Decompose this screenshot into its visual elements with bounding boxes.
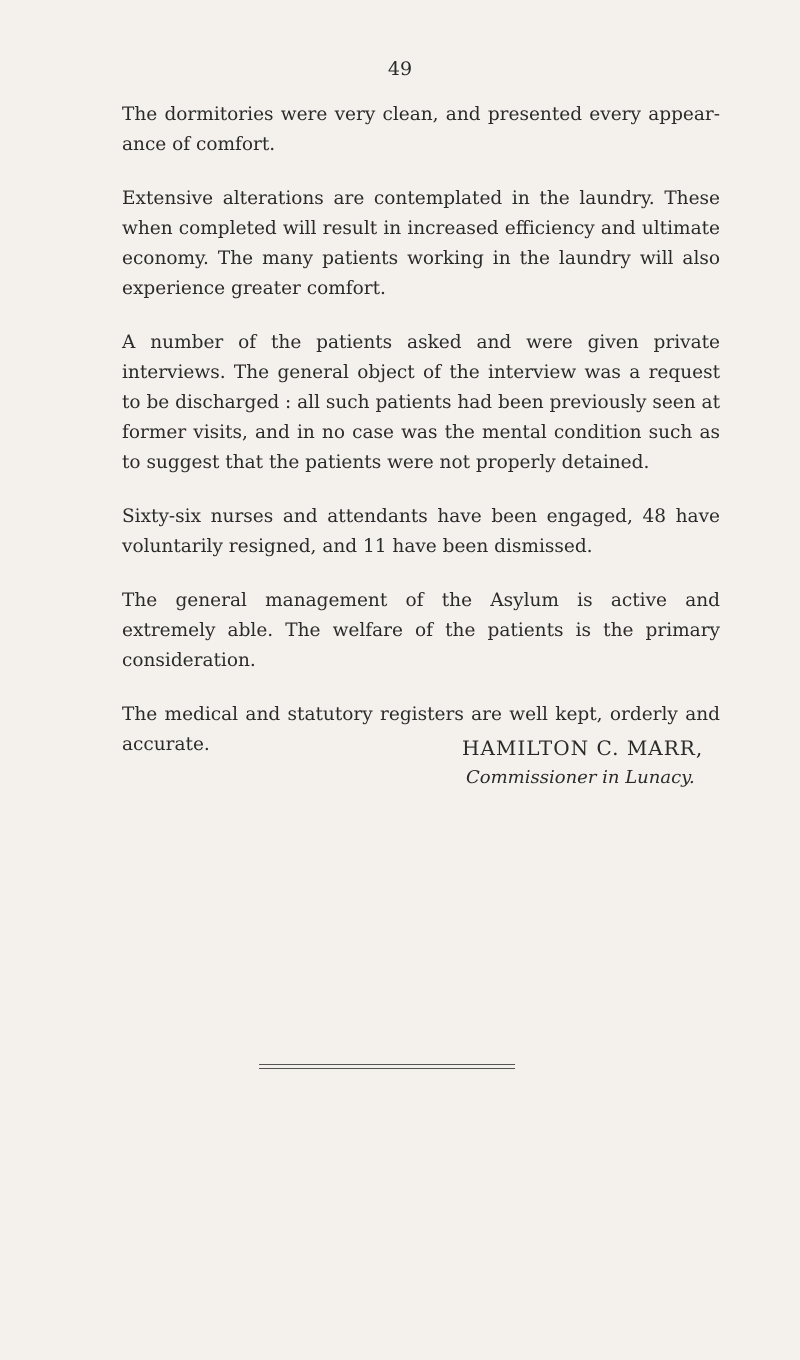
paragraph-registers: The medical and statutory registers are well kept, orderly and accurate. <box>122 704 720 755</box>
paragraph-dormitories: The dormitories were very clean, and presented every appearance of comfort. <box>122 104 720 155</box>
paragraph-laundry: Extensive alterations are contemplated in the laundry. These when completed will result in increased efficiency and ultimate economy. The many patients working in the laundry will also experience greater comfort. <box>122 188 720 299</box>
body-text <box>122 100 720 784</box>
signatory-name: HAMILTON C. MARR, <box>462 736 704 760</box>
signature-block <box>462 733 762 793</box>
paragraph-management: The general management of the Asylum is active and extremely able. The welfare of the patients is the primary consideration. <box>122 590 720 671</box>
page-number: 49 <box>387 58 413 80</box>
signatory-title: Commissioner in Lunacy. <box>466 767 695 788</box>
paragraph-interviews: A number of the patients asked and were given private interviews. The general object of the interview was a request to be discharged : all such patients had been previously seen at former visits, and in no case was the mental condition such as to suggest that the patients were not properly detained. <box>122 332 721 473</box>
divider-rule-lower <box>259 1068 515 1069</box>
paragraph-staff: Sixty-six nurses and attendants have been engaged, 48 have voluntarily resigned, and 11 have been dismissed. <box>122 506 720 557</box>
divider-rule-upper <box>259 1064 515 1065</box>
